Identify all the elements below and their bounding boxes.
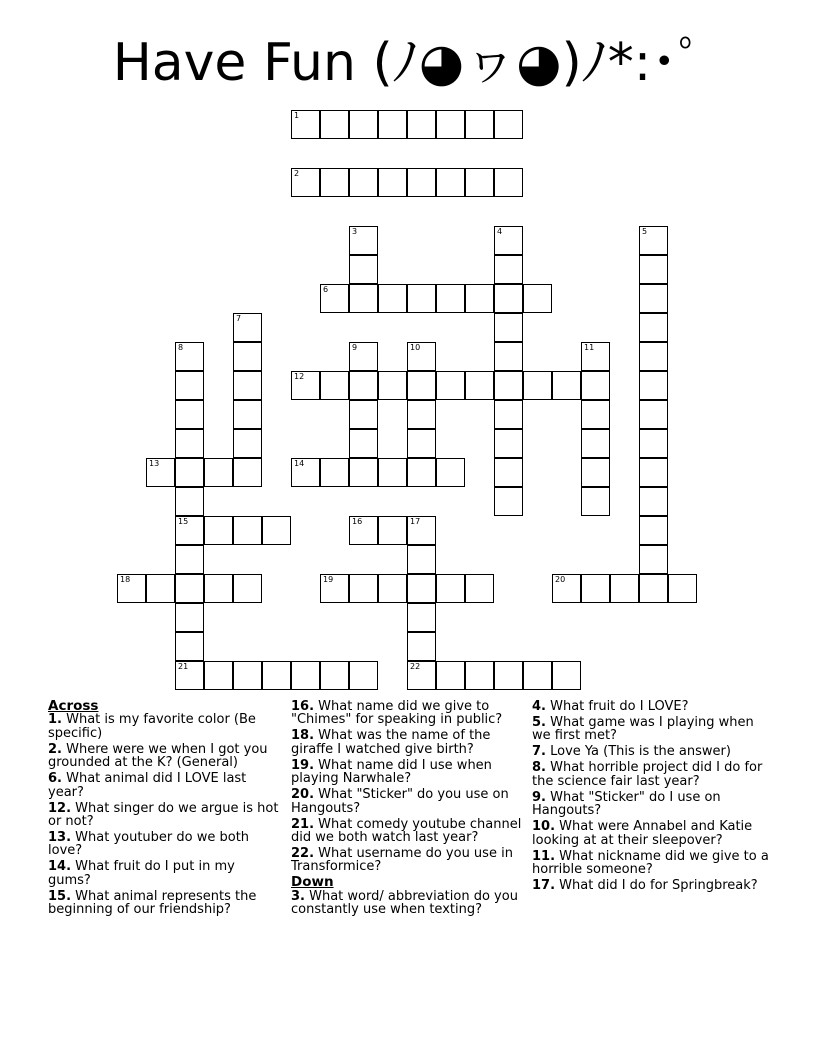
- grid-cell[interactable]: [320, 371, 349, 400]
- grid-cell[interactable]: [494, 371, 523, 400]
- grid-cell[interactable]: [639, 574, 668, 603]
- clue-item: [532, 850, 772, 877]
- grid-cell[interactable]: [175, 661, 204, 690]
- clue-item: [48, 890, 280, 917]
- grid-cell[interactable]: [523, 371, 552, 400]
- across-header: Across: [48, 698, 99, 714]
- clue-number: 7: [236, 314, 242, 323]
- clue-number: 8.: [532, 760, 546, 776]
- grid-cell[interactable]: [378, 110, 407, 139]
- down-header: Down: [291, 874, 334, 891]
- grid-cell[interactable]: [349, 226, 378, 255]
- clue-item: [48, 831, 280, 858]
- grid-cell[interactable]: [494, 110, 523, 139]
- grid-cell[interactable]: [494, 458, 523, 487]
- grid-cell[interactable]: [465, 110, 494, 139]
- clue-item: [291, 847, 527, 874]
- grid-cell[interactable]: [407, 371, 436, 400]
- clue-number: 20: [555, 575, 566, 584]
- clue-item: [48, 713, 280, 740]
- clue-text: Love Ya (This is the answer): [545, 744, 731, 760]
- clue-item: [291, 759, 527, 786]
- grid-cell[interactable]: [320, 168, 349, 197]
- grid-cell[interactable]: [378, 284, 407, 313]
- grid-cell[interactable]: [320, 574, 349, 603]
- clue-number: 11: [584, 343, 595, 352]
- grid-cell[interactable]: [465, 574, 494, 603]
- grid-cell[interactable]: [175, 429, 204, 458]
- grid-cell[interactable]: [407, 603, 436, 632]
- clue-text: What is my favorite color (Be specific): [48, 712, 256, 741]
- grid-cell[interactable]: [291, 458, 320, 487]
- grid-cell[interactable]: [378, 516, 407, 545]
- grid-cell[interactable]: [639, 516, 668, 545]
- grid-cell[interactable]: [581, 429, 610, 458]
- grid-cell[interactable]: [378, 574, 407, 603]
- clue-item: [532, 745, 772, 758]
- grid-cell[interactable]: [349, 284, 378, 313]
- grid-cell[interactable]: [175, 342, 204, 371]
- clue-number: 22: [410, 662, 421, 671]
- clue-item: [532, 716, 772, 743]
- clue-number: 4: [497, 227, 503, 236]
- grid-cell[interactable]: [407, 168, 436, 197]
- clue-item: [291, 788, 527, 815]
- grid-cell[interactable]: [175, 603, 204, 632]
- grid-cell[interactable]: [407, 342, 436, 371]
- grid-cell[interactable]: [494, 400, 523, 429]
- clue-text: What comedy youtube channel did we both watch last year?: [291, 816, 522, 846]
- grid-cell[interactable]: [639, 545, 668, 574]
- clue-text: What fruit do I LOVE?: [545, 699, 689, 714]
- clue-text: What did I do for Springbreak?: [555, 878, 758, 894]
- clue-number: 18.: [291, 728, 315, 744]
- grid-cell[interactable]: [320, 284, 349, 313]
- grid-cell[interactable]: [204, 516, 233, 545]
- clue-item: [532, 761, 772, 788]
- clue-text: What name did I use when playing Narwhale?: [291, 757, 492, 787]
- grid-cell[interactable]: [639, 371, 668, 400]
- grid-cell[interactable]: [639, 284, 668, 313]
- clue-number: 3: [352, 227, 358, 236]
- clue-number: 10.: [532, 819, 556, 835]
- grid-cell[interactable]: [175, 371, 204, 400]
- grid-cell[interactable]: [349, 429, 378, 458]
- clue-text: What animal represents the beginning of our friendship?: [48, 888, 257, 918]
- grid-cell[interactable]: [552, 574, 581, 603]
- clue-number: 8: [178, 343, 184, 352]
- clue-text: What singer do we argue is hot or not?: [48, 800, 279, 830]
- clue-item: [532, 791, 772, 818]
- grid-cell[interactable]: [233, 661, 262, 690]
- clue-number: 21: [178, 662, 189, 671]
- grid-cell[interactable]: [349, 458, 378, 487]
- clue-text: What game was I playing when we first met?: [532, 715, 754, 744]
- grid-cell[interactable]: [581, 342, 610, 371]
- grid-cell[interactable]: [349, 255, 378, 284]
- clue-text: What fruit do I put in my gums?: [48, 859, 235, 888]
- clue-number: 15: [178, 517, 189, 526]
- grid-cell[interactable]: [233, 400, 262, 429]
- clue-number: 10: [410, 343, 421, 352]
- grid-cell[interactable]: [639, 313, 668, 342]
- grid-cell[interactable]: [639, 400, 668, 429]
- grid-cell[interactable]: [465, 284, 494, 313]
- grid-cell[interactable]: [233, 458, 262, 487]
- clue-text: What animal did I LOVE last year?: [48, 771, 247, 800]
- grid-cell[interactable]: [523, 661, 552, 690]
- clue-text: What nickname did we give to a horrible someone?: [532, 848, 769, 878]
- grid-cell[interactable]: [291, 371, 320, 400]
- grid-cell[interactable]: [233, 342, 262, 371]
- clue-item: [291, 700, 527, 727]
- grid-cell[interactable]: [349, 371, 378, 400]
- clue-text: What horrible project did I do for the science fair last year?: [532, 760, 763, 789]
- grid-cell[interactable]: [291, 661, 320, 690]
- grid-cell[interactable]: [494, 429, 523, 458]
- grid-cell[interactable]: [233, 313, 262, 342]
- clue-number: 3.: [291, 888, 305, 904]
- grid-cell[interactable]: [175, 400, 204, 429]
- grid-cell[interactable]: [494, 661, 523, 690]
- clue-number: 6: [323, 285, 329, 294]
- grid-cell[interactable]: [262, 516, 291, 545]
- clue-item: [291, 818, 527, 845]
- clue-number: 18: [120, 575, 131, 584]
- grid-cell[interactable]: [349, 168, 378, 197]
- clue-text: What word/ abbreviation do you constantly use when texting?: [291, 888, 518, 918]
- clue-text: What youtuber do we both love?: [48, 830, 250, 859]
- clue-number: 17.: [532, 878, 556, 894]
- grid-cell[interactable]: [436, 284, 465, 313]
- grid-cell[interactable]: [407, 400, 436, 429]
- grid-cell[interactable]: [552, 661, 581, 690]
- grid-cell[interactable]: [175, 632, 204, 661]
- clue-text: Where were we when I got you grounded at the K? (General): [48, 741, 268, 771]
- grid-cell[interactable]: [407, 284, 436, 313]
- grid-cell[interactable]: [349, 661, 378, 690]
- grid-cell[interactable]: [465, 168, 494, 197]
- clue-item: [291, 729, 527, 756]
- clue-text: What name did we give to "Chimes" for speaking in public?: [291, 699, 503, 728]
- grid-cell[interactable]: [378, 371, 407, 400]
- grid-cell[interactable]: [436, 458, 465, 487]
- clue-number: 1.: [48, 712, 62, 728]
- clues-column-3: [532, 700, 772, 895]
- clue-item: [48, 743, 280, 770]
- clue-item: [532, 879, 772, 892]
- clue-number: 22.: [291, 846, 315, 862]
- grid-cell[interactable]: [175, 545, 204, 574]
- grid-cell[interactable]: [494, 255, 523, 284]
- clue-number: 15.: [48, 888, 72, 904]
- clue-item: [48, 860, 280, 887]
- grid-cell[interactable]: [349, 516, 378, 545]
- grid-cell[interactable]: [233, 429, 262, 458]
- grid-cell[interactable]: [407, 545, 436, 574]
- grid-cell[interactable]: [349, 110, 378, 139]
- grid-cell[interactable]: [378, 458, 407, 487]
- clues-column-2: [291, 700, 527, 919]
- grid-cell[interactable]: [407, 661, 436, 690]
- grid-cell[interactable]: [639, 458, 668, 487]
- grid-cell[interactable]: [146, 574, 175, 603]
- grid-cell[interactable]: [436, 110, 465, 139]
- grid-cell[interactable]: [494, 284, 523, 313]
- grid-cell[interactable]: [349, 574, 378, 603]
- grid-cell[interactable]: [494, 342, 523, 371]
- clue-number: 20.: [291, 787, 315, 803]
- clue-number: 9.: [532, 789, 546, 805]
- clue-item: [532, 820, 772, 847]
- clue-item: [48, 802, 280, 829]
- grid-cell[interactable]: [494, 487, 523, 516]
- grid-cell[interactable]: [639, 226, 668, 255]
- clue-number: 2.: [48, 741, 62, 757]
- puzzle-title: Have Fun (ﾉ◕ヮ◕)ﾉ*:･ﾟ: [112, 33, 704, 93]
- clues-column-1: [48, 700, 280, 919]
- grid-cell[interactable]: [291, 110, 320, 139]
- grid-cell[interactable]: [581, 487, 610, 516]
- grid-cell[interactable]: [436, 168, 465, 197]
- grid-cell[interactable]: [639, 487, 668, 516]
- clue-number: 5.: [532, 715, 546, 730]
- clue-number: 9: [352, 343, 358, 352]
- clue-number: 2: [294, 169, 300, 178]
- grid-cell[interactable]: [233, 574, 262, 603]
- grid-cell[interactable]: [407, 516, 436, 545]
- clue-text: What username do you use in Transformice?: [291, 846, 513, 875]
- clue-number: 13: [149, 459, 160, 468]
- clue-number: 1: [294, 111, 300, 120]
- grid-cell[interactable]: [581, 400, 610, 429]
- grid-cell[interactable]: [436, 574, 465, 603]
- clue-text: What "Sticker" do I use on Hangouts?: [532, 789, 721, 819]
- clue-number: 19: [323, 575, 334, 584]
- clue-text: What was the name of the giraffe I watched give birth?: [291, 728, 491, 757]
- grid-cell[interactable]: [175, 516, 204, 545]
- clue-number: 16: [352, 517, 363, 526]
- grid-cell[interactable]: [349, 342, 378, 371]
- grid-cell[interactable]: [204, 458, 233, 487]
- grid-cell[interactable]: [320, 458, 349, 487]
- grid-cell[interactable]: [146, 458, 175, 487]
- grid-cell[interactable]: [233, 371, 262, 400]
- grid-cell[interactable]: [349, 400, 378, 429]
- grid-cell[interactable]: [639, 429, 668, 458]
- grid-cell[interactable]: [407, 110, 436, 139]
- grid-cell[interactable]: [581, 371, 610, 400]
- grid-cell[interactable]: [523, 284, 552, 313]
- grid-cell[interactable]: [465, 371, 494, 400]
- grid-cell[interactable]: [610, 574, 639, 603]
- grid-cell[interactable]: [204, 661, 233, 690]
- grid-cell[interactable]: [204, 574, 233, 603]
- clue-number: 17: [410, 517, 421, 526]
- grid-cell[interactable]: [407, 632, 436, 661]
- grid-cell[interactable]: [494, 313, 523, 342]
- grid-cell[interactable]: [581, 458, 610, 487]
- grid-cell[interactable]: [175, 574, 204, 603]
- grid-cell[interactable]: [494, 168, 523, 197]
- grid-cell[interactable]: [581, 574, 610, 603]
- clue-number: 11.: [532, 848, 556, 864]
- grid-cell[interactable]: [117, 574, 146, 603]
- clue-item: [48, 772, 280, 799]
- clue-item: [291, 890, 527, 917]
- grid-cell[interactable]: [465, 661, 494, 690]
- grid-cell[interactable]: [668, 574, 697, 603]
- grid-cell[interactable]: [262, 661, 291, 690]
- grid-cell[interactable]: [436, 661, 465, 690]
- clue-number: 12: [294, 372, 305, 381]
- grid-cell[interactable]: [320, 661, 349, 690]
- clue-text: What "Sticker" do you use on Hangouts?: [291, 787, 509, 816]
- clue-number: 19.: [291, 757, 315, 773]
- grid-cell[interactable]: [175, 458, 204, 487]
- grid-cell[interactable]: [378, 168, 407, 197]
- clue-number: 13.: [48, 830, 72, 846]
- clue-number: 14.: [48, 859, 72, 875]
- clue-number: 5: [642, 227, 648, 236]
- grid-cell[interactable]: [494, 226, 523, 255]
- grid-cell[interactable]: [407, 458, 436, 487]
- clue-text: What were Annabel and Katie looking at at their sleepover?: [532, 819, 753, 848]
- grid-cell[interactable]: [552, 371, 581, 400]
- grid-cell[interactable]: [320, 110, 349, 139]
- grid-cell[interactable]: [407, 574, 436, 603]
- grid-cell[interactable]: [407, 429, 436, 458]
- grid-cell[interactable]: [175, 487, 204, 516]
- grid-cell[interactable]: [639, 342, 668, 371]
- clue-number: 12.: [48, 800, 72, 816]
- clue-number: 7.: [532, 744, 546, 760]
- grid-cell[interactable]: [233, 516, 262, 545]
- clue-number: 4.: [532, 699, 546, 714]
- grid-cell[interactable]: [436, 371, 465, 400]
- grid-cell[interactable]: [639, 255, 668, 284]
- clue-number: 14: [294, 459, 305, 468]
- clue-number: 6.: [48, 771, 62, 787]
- clue-number: 16.: [291, 699, 315, 714]
- grid-cell[interactable]: [291, 168, 320, 197]
- clue-item: [532, 700, 772, 713]
- clue-number: 21.: [291, 816, 315, 832]
